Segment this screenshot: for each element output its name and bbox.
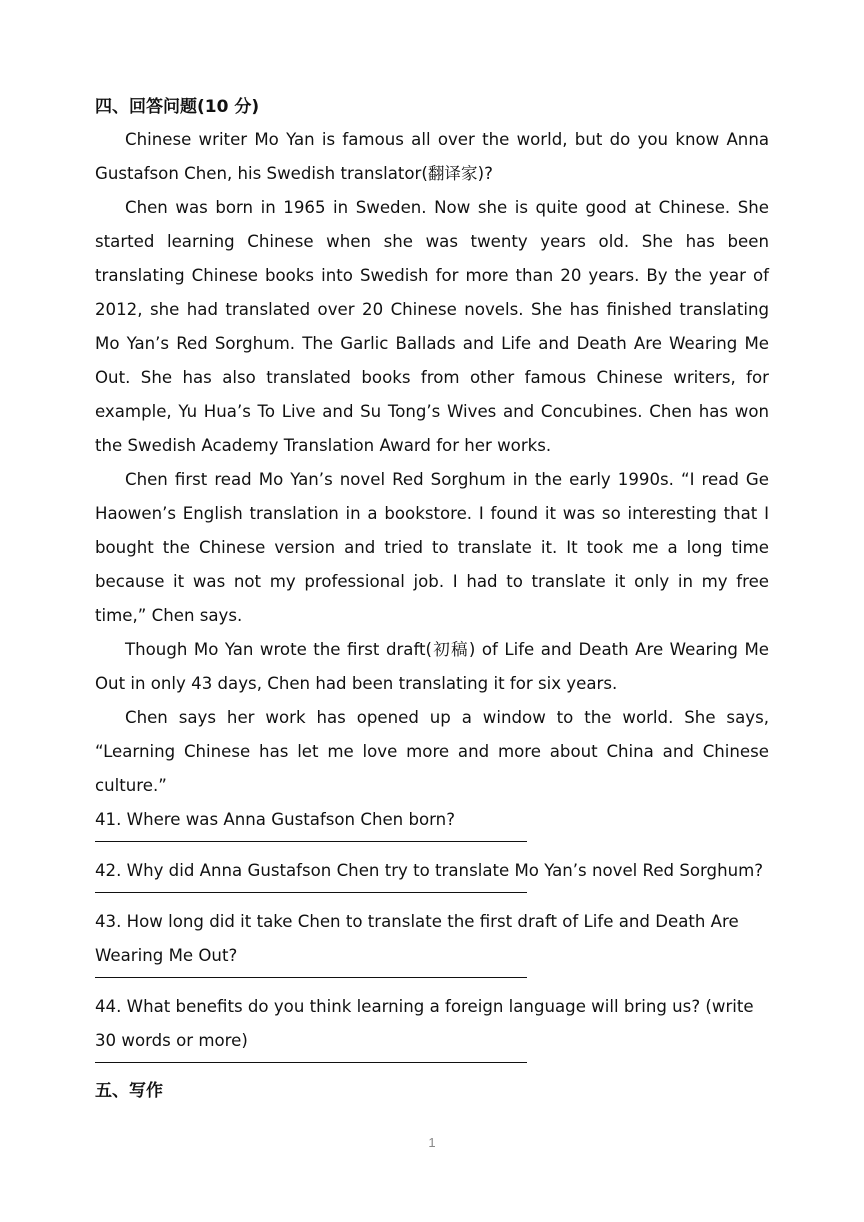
question-list — [95, 803, 769, 1063]
question-42: 42. Why did Anna Gustafson Chen try to translate Mo Yan’s novel Red Sorghum? — [95, 861, 764, 880]
passage-paragraph: Chen was born in 1965 in Sweden. Now she is quite good at Chinese. She started learning Chinese when she was twenty years old. She has been translating Chinese books into Swedish for more than 20 years. By the year of 2012, she had translated over 20 Chinese novels. She has finished translating Mo Yan’s Red Sorghum. The Garlic Ballads and Life and Death Are Wearing Me Out. She has also translated books from other famous Chinese writers, for example, Yu Hua’s To Live and Su Tong’s Wives and Concubines. Chen has won the Swedish Academy Translation Award for her works. — [95, 198, 769, 455]
question-43: 43. How long did it take Chen to translate the first draft of Life and Death Are Wearing Me Out? — [95, 912, 739, 965]
section-five-heading: 五、写作 — [95, 1081, 163, 1101]
answer-line-42[interactable] — [95, 892, 527, 893]
passage-paragraph: Chen says her work has opened up a window to the world. She says, “Learning Chinese has let me love more and more about China and Chinese culture.” — [95, 708, 769, 795]
page-number: 1 — [428, 1135, 436, 1150]
answer-line-44[interactable] — [95, 1062, 527, 1063]
reading-passage — [95, 123, 769, 803]
passage-paragraph: Though Mo Yan wrote the first draft(初稿) of Life and Death Are Wearing Me Out in only 43 days, Chen had been translating it for six years. — [95, 640, 769, 693]
passage-paragraph: Chen first read Mo Yan’s novel Red Sorghum in the early 1990s. “I read Ge Haowen’s English translation in a bookstore. I found it was so interesting that I bought the Chinese version and tried to translate it. It took me a long time because it was not my professional job. I had to translate it only in my free time,” Chen says. — [95, 470, 769, 625]
section-four-heading: 四、回答问题(10 分) — [95, 97, 260, 117]
answer-line-41[interactable] — [95, 841, 527, 842]
question-44: 44. What benefits do you think learning a foreign language will bring us? (write 30 words or more) — [95, 997, 754, 1050]
passage-paragraph: Chinese writer Mo Yan is famous all over the world, but do you know Anna Gustafson Chen, his Swedish translator(翻译家)? — [95, 130, 769, 183]
question-41: 41. Where was Anna Gustafson Chen born? — [95, 810, 455, 829]
document-page — [95, 91, 769, 1107]
answer-line-43[interactable] — [95, 977, 527, 978]
